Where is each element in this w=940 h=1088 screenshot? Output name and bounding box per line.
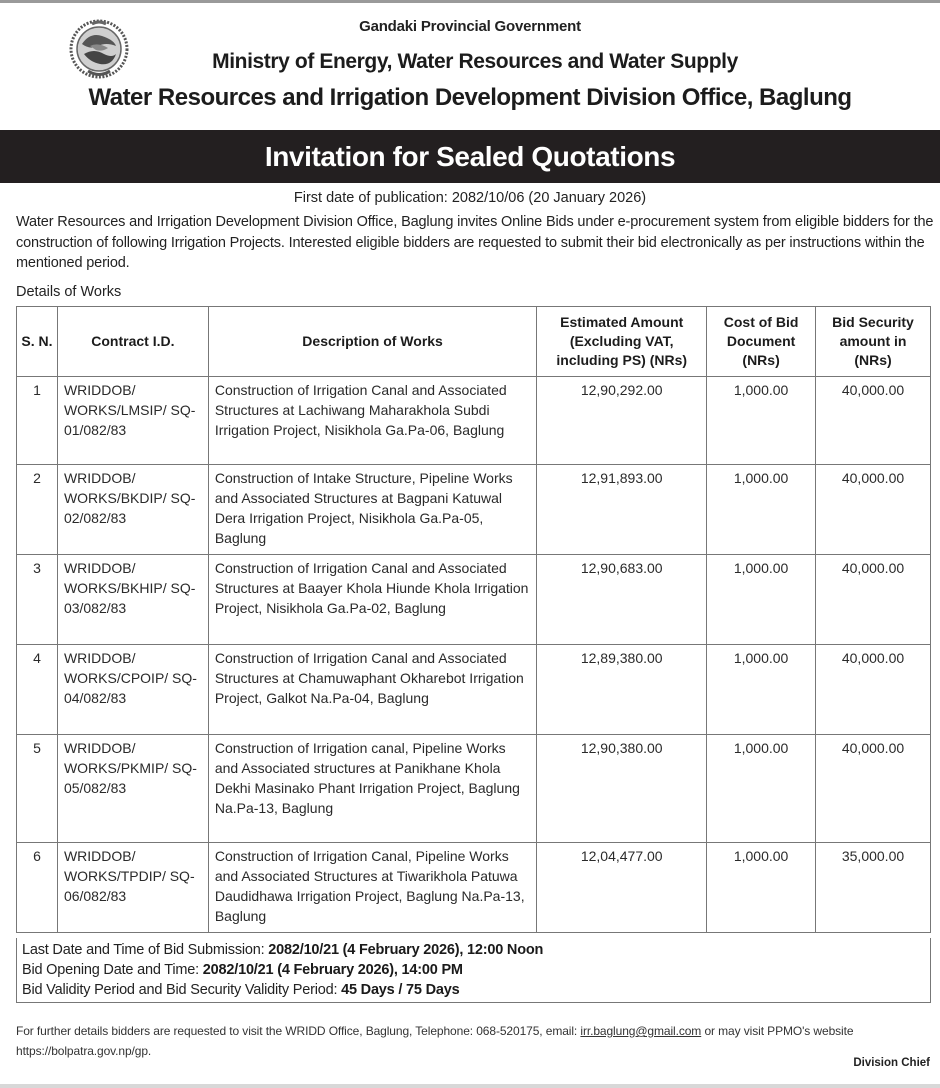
cell-description: Construction of Irrigation canal, Pipeline Works and Associated structures at Panikhane Khola Dekhi Masinako Phant Irrigation Project, Baglung Na.Pa-13, Baglung [208,735,536,843]
cell-sn: 5 [17,735,58,843]
cell-contract-id: WRIDDOB/ WORKS/BKDIP/ SQ-02/082/83 [57,465,208,555]
office-name: Water Resources and Irrigation Development Division Office, Baglung [88,84,852,111]
cell-estimated-amount: 12,90,380.00 [537,735,707,843]
opening-label: Bid Opening Date and Time: [22,962,203,978]
header-sn: S. N. [17,307,58,377]
table-row [17,555,931,645]
email-link[interactable]: irr.baglung@gmail.com [580,1024,702,1038]
validity-period [22,980,925,1000]
cell-description: Construction of Intake Structure, Pipeline Works and Associated Structures at Bagpani Katuwal Dera Irrigation Project, Nisikhola Ga.Pa-05, Baglung [208,465,536,555]
header-contract-id: Contract I.D. [57,307,208,377]
validity-value: 45 Days / 75 Days [341,982,460,998]
cell-description: Construction of Irrigation Canal and Associated Structures at Chamuwaphant Okharebot Irrigation Project, Galkot Na.Pa-04, Baglung [208,645,536,735]
cell-estimated-amount: 12,91,893.00 [537,465,707,555]
opening-value: 2082/10/21 (4 February 2026), 14:00 PM [202,962,463,978]
further-prefix: For further details bidders are requested to visit the WRIDD Office, Baglung, Telephone: 068-520175, email: [16,1024,581,1038]
table-row [17,465,931,555]
cell-description: Construction of Irrigation Canal and Associated Structures at Lachiwang Maharakhola Subdi Irrigation Project, Nisikhola Ga.Pa-06, Baglung [208,377,536,465]
cell-cost-of-bid-document: 1,000.00 [707,377,816,465]
cell-estimated-amount: 12,89,380.00 [537,645,707,735]
cell-estimated-amount: 12,90,683.00 [537,555,707,645]
cell-bid-security: 40,000.00 [816,465,931,555]
submission-value: 2082/10/21 (4 February 2026), 12:00 Noon [268,942,544,958]
table-row [17,843,931,933]
cell-sn: 1 [17,377,58,465]
table-row [17,735,931,843]
header-cost-of-bid-document: Cost of Bid Document (NRs) [707,307,816,377]
cell-cost-of-bid-document: 1,000.00 [707,555,816,645]
validity-label: Bid Validity Period and Bid Security Validity Period: [22,982,342,998]
cell-bid-security: 40,000.00 [816,555,931,645]
cell-cost-of-bid-document: 1,000.00 [707,735,816,843]
cell-description: Construction of Irrigation Canal, Pipeline Works and Associated Structures at Tiwarikhola Patuwa Daudidhawa Irrigation Project, Baglung Na.Pa-13, Baglung [208,843,536,933]
details-of-works-label: Details of Works [16,284,122,300]
cell-bid-security: 40,000.00 [816,735,931,843]
submission-deadline [22,940,925,960]
ministry-name: Ministry of Energy, Water Resources and Water Supply [212,50,738,73]
signature-division-chief: Division Chief [853,1057,930,1069]
header-bid-security: Bid Security amount in (NRs) [816,307,931,377]
cell-sn: 3 [17,555,58,645]
cell-cost-of-bid-document: 1,000.00 [707,465,816,555]
table-row [17,377,931,465]
cell-bid-security: 40,000.00 [816,645,931,735]
header-estimated-amount: Estimated Amount (Excluding VAT, including PS) (NRs) [537,307,707,377]
cell-contract-id: WRIDDOB/ WORKS/PKMIP/ SQ-05/082/83 [57,735,208,843]
cell-contract-id: WRIDDOB/ WORKS/LMSIP/ SQ-01/082/83 [57,377,208,465]
bottom-border [0,1084,940,1088]
cell-bid-security: 35,000.00 [816,843,931,933]
bid-deadlines-box [16,938,931,1003]
table-header-row [17,307,931,377]
publication-date: First date of publication: 2082/10/06 (20 January 2026) [293,190,647,206]
cell-contract-id: WRIDDOB/ WORKS/TPDIP/ SQ-06/082/83 [57,843,208,933]
further-details-note [16,1021,934,1061]
submission-label: Last Date and Time of Bid Submission: [22,942,269,958]
further-suffix: or may visit PPMO's website https://bolpatra.gov.np/gp. [16,1024,854,1058]
government-name: Gandaki Provincial Government [359,18,581,35]
cell-bid-security: 40,000.00 [816,377,931,465]
notice-title-banner: Invitation for Sealed Quotations [0,130,940,183]
top-border [0,0,940,3]
cell-sn: 6 [17,843,58,933]
works-table [16,306,931,933]
opening-date [22,960,925,980]
cell-sn: 4 [17,645,58,735]
cell-cost-of-bid-document: 1,000.00 [707,843,816,933]
header-description: Description of Works [208,307,536,377]
cell-contract-id: WRIDDOB/ WORKS/BKHIP/ SQ-03/082/83 [57,555,208,645]
cell-contract-id: WRIDDOB/ WORKS/CPOIP/ SQ-04/082/83 [57,645,208,735]
cell-description: Construction of Irrigation Canal and Associated Structures at Baayer Khola Hiunde Khola Irrigation Project, Nisikhola Ga.Pa-02, Baglung [208,555,536,645]
cell-estimated-amount: 12,04,477.00 [537,843,707,933]
intro-paragraph: Water Resources and Irrigation Development Division Office, Baglung invites Online Bids under e-procurement system from eligible bidders for the construction of following Irrigation Projects. Interested eligible bidders are requested to submit their bid electronically as per instructions within the mentioned period. [16,214,934,271]
cell-cost-of-bid-document: 1,000.00 [707,645,816,735]
cell-estimated-amount: 12,90,292.00 [537,377,707,465]
table-row [17,645,931,735]
cell-sn: 2 [17,465,58,555]
